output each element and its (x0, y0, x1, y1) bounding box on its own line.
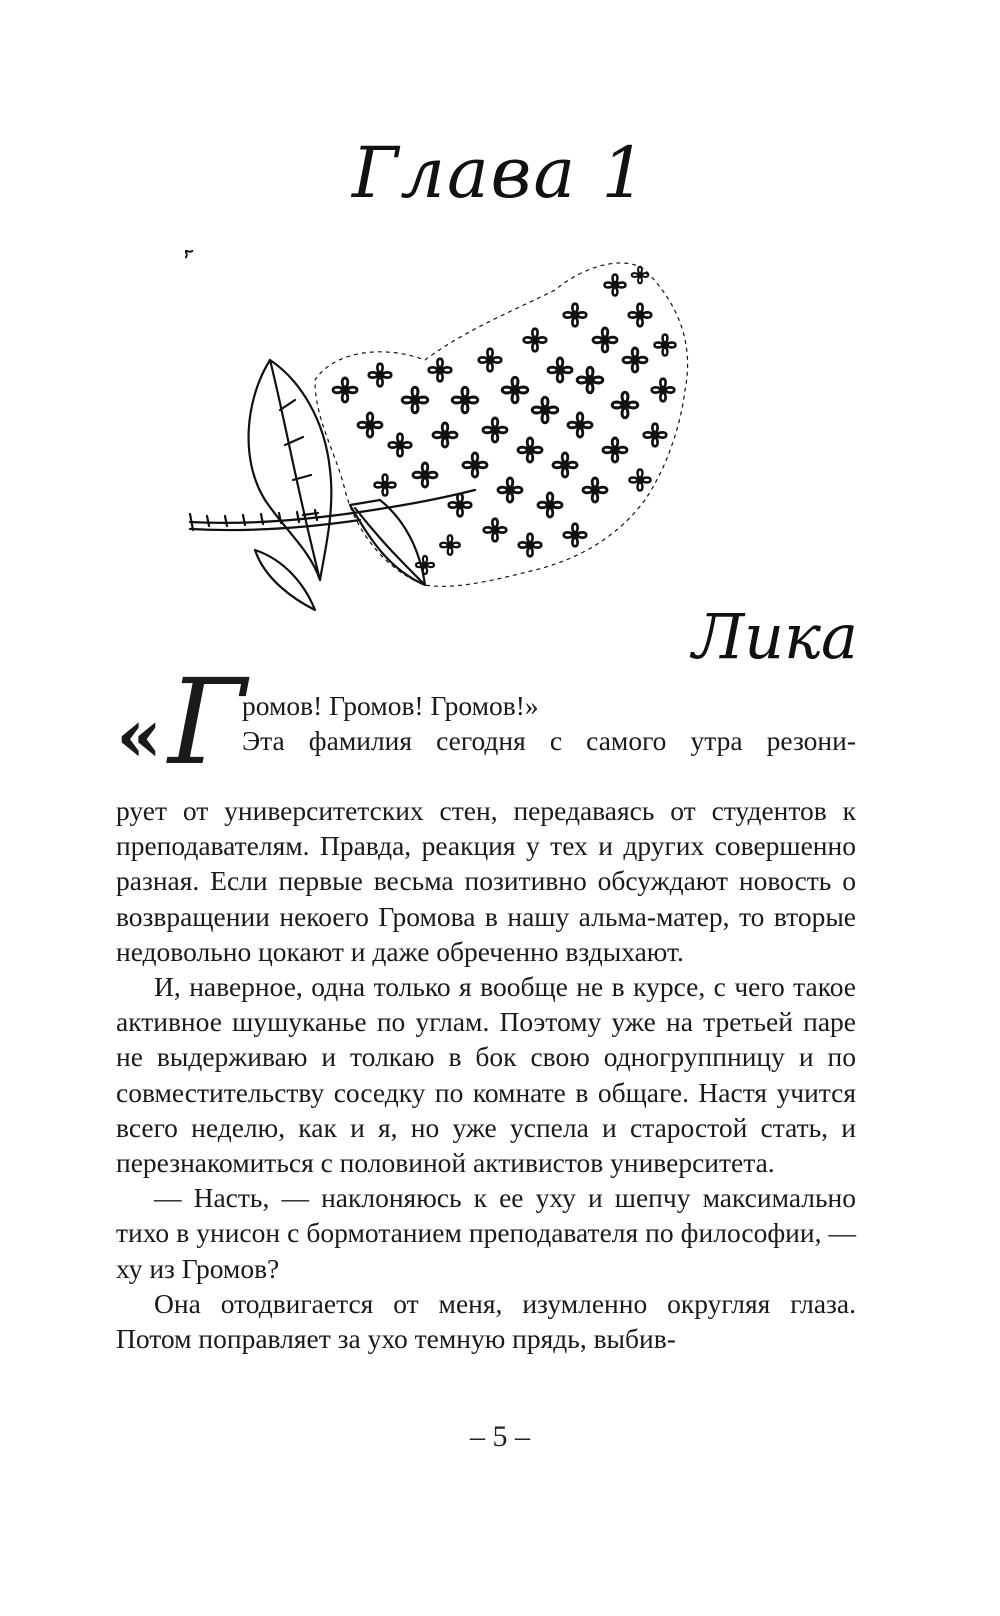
paragraph-4: Она отодвигается от меня, изумленно округляя глаза. Потом поправляет за ухо темную прядь, выбив- (116, 1287, 856, 1355)
body-text (116, 653, 856, 1356)
dropcap-row (116, 653, 856, 793)
paragraph-1: рует от университетских стен, передаваясь от студентов к преподавателям. Правда, реакция у тех и других совершенно разная. Если первые весьма позитивно обсуждают новость о возвращении некоего Громова в нашу альма-матер, то вторые недовольно цокают и даже обреченно вздыхают. (116, 795, 856, 967)
page-number: – 5 – (470, 1420, 530, 1453)
dropcap-quote: « (116, 693, 163, 779)
lilac-branch-icon (185, 250, 715, 650)
second-line: Эта фамилия сегодня с самого утра резони- (242, 725, 856, 756)
first-line: ромов! Громов! Громов!» (242, 690, 539, 721)
paragraph-3: — Насть, — наклоняюсь к ее уху и шепчу максимально тихо в унисон с бормотанием преподавателя по философии, — ху из Громов? (116, 1182, 856, 1284)
paragraph-2: И, наверное, одна только я вообще не в курсе, с чего такое активное шушуканье по углам. Поэтому уже на третьей паре не выдерживаю и толкаю в бок свою одногруппницу и по совместительству соседку по комнате в общаге. Настя учится всего неделю, как и я, но уже успела и старостой стать, и перезнакомиться с половиной активистов университета. (116, 971, 856, 1179)
chapter-title: Глава 1 (352, 132, 648, 214)
pov-character-name: Лика (692, 600, 858, 673)
dropcap-letter: Г (168, 653, 247, 791)
